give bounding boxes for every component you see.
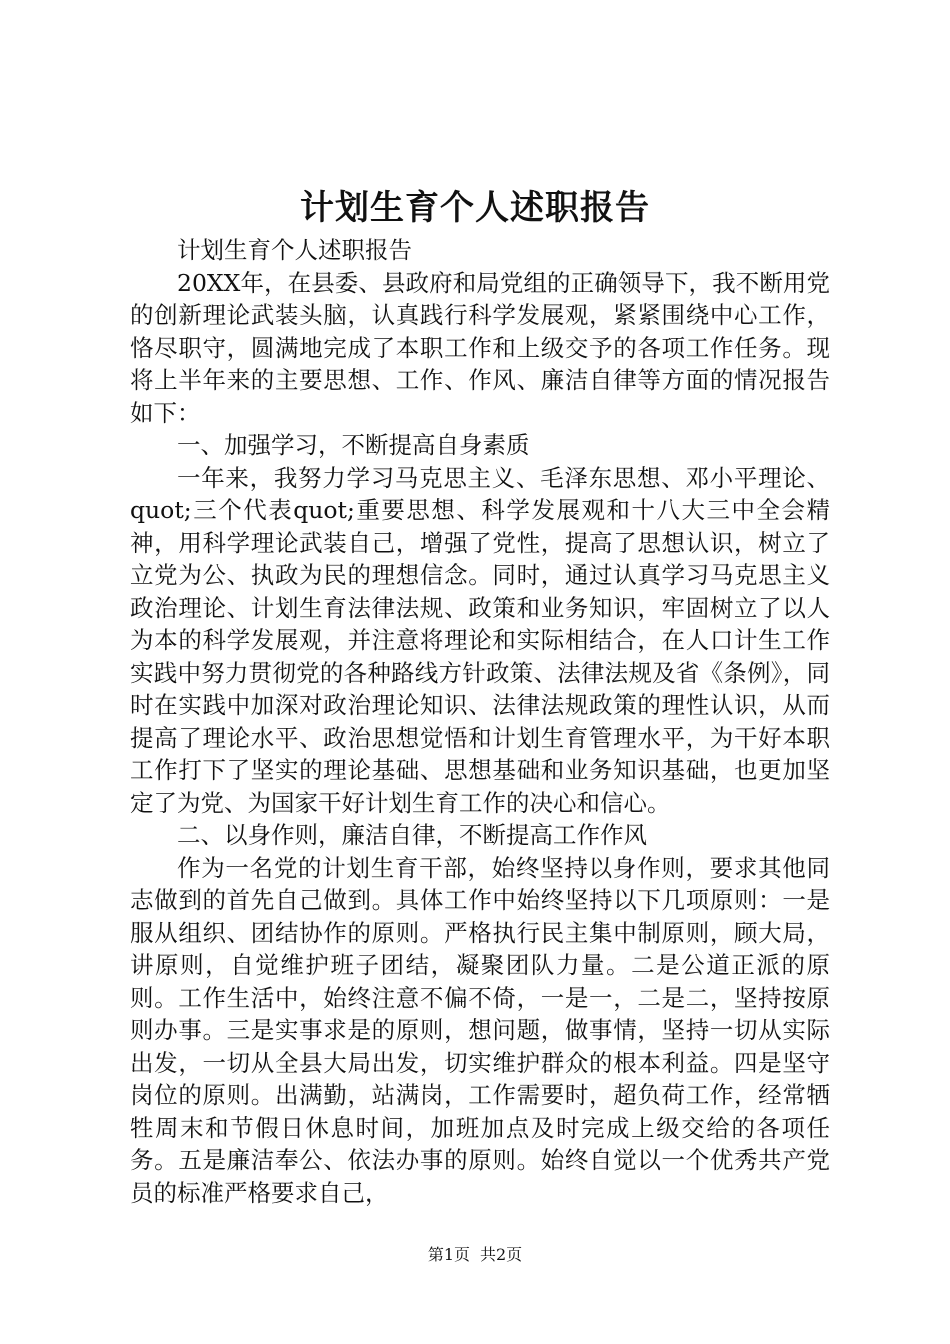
page-footer (0, 1244, 950, 1266)
section-heading-1: 一、加强学习，不断提高自身素质 (177, 431, 530, 459)
paragraph-heading-repeat: 计划生育个人述职报告 (177, 236, 412, 264)
section-heading-2: 二、以身作则，廉洁自律，不断提高工作作风 (177, 821, 647, 849)
document-title: 计划生育个人述职报告 (300, 188, 650, 228)
paragraph-intro: 20XX年，在县委、县政府和局党组的正确领导下，我不断用党的创新理论武装头脑，认真践行科学发展观，紧紧围绕中心工作，恪尽职守，圆满地完成了本职工作和上级交予的各项工作任务。现将上半年来的主要思想、工作、作风、廉洁自律等方面的情况报告如下： (130, 268, 830, 427)
document-body (130, 234, 830, 1209)
paragraph-conduct: 作为一名党的计划生育干部，始终坚持以身作则，要求其他同志做到的首先自己做到。具体工作中始终坚持以下几项原则：一是服从组织、团结协作的原则。严格执行民主集中制原则，顾大局，讲原则，自觉维护班子团结，凝聚团队力量。二是公道正派的原则。工作生活中，始终注意不偏不倚，一是一，二是二，坚持按原则办事。三是实事求是的原则，想问题，做事情，坚持一切从实际出发，一切从全县大局出发，切实维护群众的根本利益。四是坚守岗位的原则。出满勤，站满岗，工作需要时，超负荷工作，经常牺牲周末和节假日休息时间，加班加点及时完成上级交给的各项任务。五是廉洁奉公、依法办事的原则。始终自觉以一个优秀共产党员的标准严格要求自己， (130, 853, 830, 1207)
page-total: 共2页 (480, 1245, 523, 1264)
paragraph-study: 一年来，我努力学习马克思主义、毛泽东思想、邓小平理论、quot;三个代表quot;重要思想、科学发展观和十八大三中全会精神，用科学理论武装自己，增强了党性，提高了思想认识，树立了立党为公、执政为民的理想信念。同时，通过认真学习马克思主义政治理论、计划生育法律法规、政策和业务知识，牢固树立了以人为本的科学发展观，并注意将理论和实际相结合，在人口计生工作实践中努力贯彻党的各种路线方针政策、法律法规及省《条例》，同时在实践中加深对政治理论知识、法律法规政策的理性认识，从而提高了理论水平、政治思想觉悟和计划生育管理水平，为干好本职工作打下了坚实的理论基础、思想基础和业务知识基础，也更加坚定了为党、为国家干好计划生育工作的决心和信心。 (130, 463, 830, 817)
page-number: 第1页 (427, 1245, 470, 1264)
